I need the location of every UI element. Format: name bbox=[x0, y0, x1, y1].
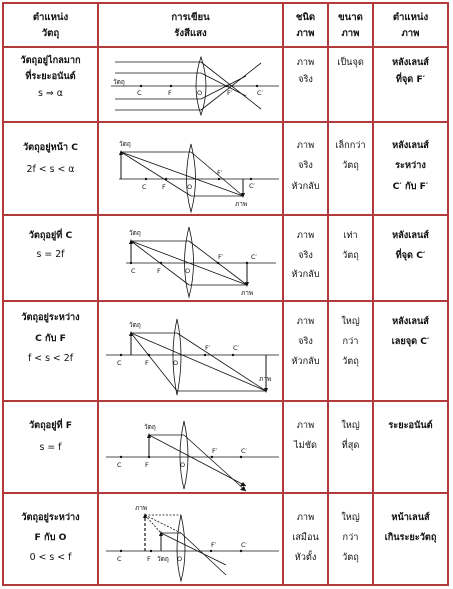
row1-type-1: ภาพ bbox=[296, 57, 315, 68]
grid-line bbox=[2, 584, 449, 586]
row2-position-2: 2f < s < α bbox=[26, 164, 75, 175]
row4-size-3: วัตถุ bbox=[342, 356, 359, 367]
row5-image-pos-1: ระยะอนันต์ bbox=[388, 420, 433, 431]
row6-type-1: ภาพ bbox=[296, 512, 315, 523]
header-image-pos-2: ภาพ bbox=[401, 28, 420, 39]
row1-type-2: จริง bbox=[298, 74, 313, 85]
label-image: ภาพ bbox=[259, 375, 272, 383]
row1-image-pos-1: หลังเลนส์ bbox=[392, 57, 429, 68]
row3-type-3: หัวกลับ bbox=[291, 269, 320, 280]
label-C: C bbox=[117, 461, 122, 469]
lens-table bbox=[2, 2, 449, 586]
grid-line bbox=[372, 2, 374, 586]
label-object: วัตถุ bbox=[129, 229, 141, 237]
row3-type-1: ภาพ bbox=[296, 230, 315, 241]
label-image: ภาพ bbox=[135, 504, 148, 512]
row1-image-pos-2: ที่จุด F′ bbox=[395, 74, 426, 85]
label-O: O bbox=[180, 461, 186, 469]
label-C: C bbox=[137, 89, 142, 97]
label-C: C bbox=[117, 555, 122, 563]
ray-diagram-3 bbox=[101, 217, 281, 300]
label-F: F bbox=[147, 555, 151, 563]
row2-type-1: ภาพ bbox=[296, 140, 315, 151]
label-image: ภาพ bbox=[241, 289, 254, 297]
label-object: วัตถุ bbox=[157, 555, 169, 563]
label-object: วัตถุ bbox=[113, 78, 125, 86]
row6-size-1: ใหญ่ bbox=[341, 512, 360, 523]
row4-image-pos-1: หลังเลนส์ bbox=[392, 316, 429, 327]
ray-diagram-4 bbox=[101, 303, 281, 400]
ray-diagram-1 bbox=[101, 49, 281, 121]
ray-diagram-6 bbox=[101, 495, 281, 584]
label-C-prime: C′ bbox=[233, 344, 240, 352]
row1-size-1: เป็นจุด bbox=[337, 57, 364, 68]
header-type-1: ชนิด bbox=[295, 12, 316, 23]
grid-line bbox=[2, 214, 449, 216]
label-C-prime: C′ bbox=[241, 541, 248, 549]
ray-diagram-5 bbox=[101, 403, 281, 492]
row4-size-1: ใหญ่ bbox=[341, 316, 360, 327]
label-F-prime: F′ bbox=[218, 253, 224, 261]
row2-type-2: จริง bbox=[298, 160, 313, 171]
row6-type-3: หัวตั้ง bbox=[294, 552, 317, 563]
row4-size-2: กว่า bbox=[342, 336, 359, 347]
row4-image-pos-2: เลยจุด C′ bbox=[391, 336, 430, 347]
row2-image-pos-3: C′ กับ F′ bbox=[392, 181, 429, 192]
row6-position-2: F กับ O bbox=[34, 532, 67, 543]
row3-position-2: s = 2f bbox=[36, 249, 65, 260]
row2-image-pos-2: ระหว่าง bbox=[395, 160, 426, 171]
row3-image-pos-2: ที่จุด C′ bbox=[395, 250, 426, 261]
label-object: วัตถุ bbox=[119, 140, 131, 148]
row4-position-3: f < s < 2f bbox=[27, 353, 74, 364]
row2-size-2: วัตถุ bbox=[342, 160, 359, 171]
grid-line bbox=[282, 2, 284, 586]
label-O: O bbox=[197, 89, 203, 97]
header-ray-2: รังสีแสง bbox=[174, 28, 207, 39]
label-F: F bbox=[162, 183, 166, 191]
grid-line bbox=[2, 400, 449, 402]
label-C-prime: C′ bbox=[251, 253, 258, 261]
header-size-2: ภาพ bbox=[341, 28, 360, 39]
row6-image-pos-2: เกินระยะวัตถุ bbox=[384, 532, 437, 543]
label-F: F bbox=[157, 267, 161, 275]
header-image-pos-1: ตำแหน่ง bbox=[392, 12, 429, 23]
ray-diagram-2 bbox=[101, 124, 281, 214]
row4-type-1: ภาพ bbox=[296, 316, 315, 327]
header-position-2: วัตถุ bbox=[41, 28, 60, 39]
row2-image-pos-1: หลังเลนส์ bbox=[392, 140, 429, 151]
label-F: F bbox=[145, 359, 149, 367]
header-size-1: ขนาด bbox=[338, 12, 363, 23]
label-O: O bbox=[177, 555, 183, 563]
grid-line bbox=[447, 2, 449, 586]
row6-type-2: เสมือน bbox=[292, 532, 319, 543]
row3-position-1: วัตถุอยู่ที่ C bbox=[28, 230, 73, 241]
header-ray-1: การเขียน bbox=[171, 12, 210, 23]
row3-image-pos-1: หลังเลนส์ bbox=[392, 230, 429, 241]
label-O: O bbox=[187, 183, 193, 191]
row4-type-3: หัวกลับ bbox=[291, 356, 320, 367]
label-F: F bbox=[168, 89, 172, 97]
label-C: C bbox=[142, 183, 147, 191]
row5-type-2: ไม่ชัด bbox=[294, 440, 317, 451]
label-F: F bbox=[145, 461, 149, 469]
row6-size-2: กว่า bbox=[342, 532, 359, 543]
row4-position-2: C กับ F bbox=[35, 333, 66, 344]
row4-type-2: จริง bbox=[298, 336, 313, 347]
label-F-prime: F′ bbox=[212, 447, 218, 455]
label-O: O bbox=[185, 267, 191, 275]
grid-line bbox=[2, 46, 449, 48]
row1-position-1: วัตถุอยู่ไกลมาก bbox=[20, 55, 81, 66]
row6-size-3: วัตถุ bbox=[342, 552, 359, 563]
label-F-prime: F′ bbox=[217, 169, 223, 177]
label-C: C bbox=[117, 359, 122, 367]
row3-size-1: เท่า bbox=[343, 230, 358, 241]
row6-position-3: 0 < s < f bbox=[29, 552, 72, 563]
label-C-prime: C′ bbox=[241, 447, 248, 455]
grid-line bbox=[327, 2, 329, 586]
row3-type-2: จริง bbox=[298, 250, 313, 261]
row6-image-pos-1: หน้าเลนส์ bbox=[391, 512, 430, 523]
grid-line bbox=[97, 2, 99, 586]
row1-position-2: ที่ระยะอนันต์ bbox=[25, 71, 76, 82]
label-C-prime: C′ bbox=[257, 89, 264, 97]
row5-position-1: วัตถุอยู่ที่ F bbox=[28, 420, 73, 431]
row5-position-2: s = f bbox=[39, 442, 62, 453]
row6-position-1: วัตถุอยู่ระหว่าง bbox=[21, 512, 80, 523]
label-O: O bbox=[173, 359, 179, 367]
label-C-prime: C′ bbox=[249, 182, 256, 190]
row5-size-1: ใหญ่ bbox=[341, 420, 360, 431]
row4-position-1: วัตถุอยู่ระหว่าง bbox=[21, 312, 80, 323]
grid-line bbox=[2, 121, 449, 123]
label-F-prime: F′ bbox=[227, 89, 233, 97]
grid-line bbox=[2, 2, 449, 4]
grid-line bbox=[2, 492, 449, 494]
label-object: วัตถุ bbox=[129, 321, 141, 329]
row5-size-2: ที่สุด bbox=[341, 440, 360, 451]
label-image: ภาพ bbox=[235, 200, 248, 208]
row2-size-1: เล็กกว่า bbox=[335, 140, 366, 151]
row1-position-3: s ⇒ α bbox=[38, 88, 63, 99]
row2-type-3: หัวกลับ bbox=[291, 181, 320, 192]
label-F-prime: F′ bbox=[205, 344, 211, 352]
row3-size-2: วัตถุ bbox=[342, 250, 359, 261]
label-F-prime: F′ bbox=[211, 541, 217, 549]
header-position-1: ตำแหน่ง bbox=[32, 12, 69, 23]
header-type-2: ภาพ bbox=[296, 28, 315, 39]
label-C: C bbox=[131, 267, 136, 275]
row5-type-1: ภาพ bbox=[296, 420, 315, 431]
label-object: วัตถุ bbox=[144, 423, 156, 431]
row2-position-1: วัตถุอยู่หน้า C bbox=[22, 142, 79, 153]
grid-line bbox=[2, 300, 449, 302]
